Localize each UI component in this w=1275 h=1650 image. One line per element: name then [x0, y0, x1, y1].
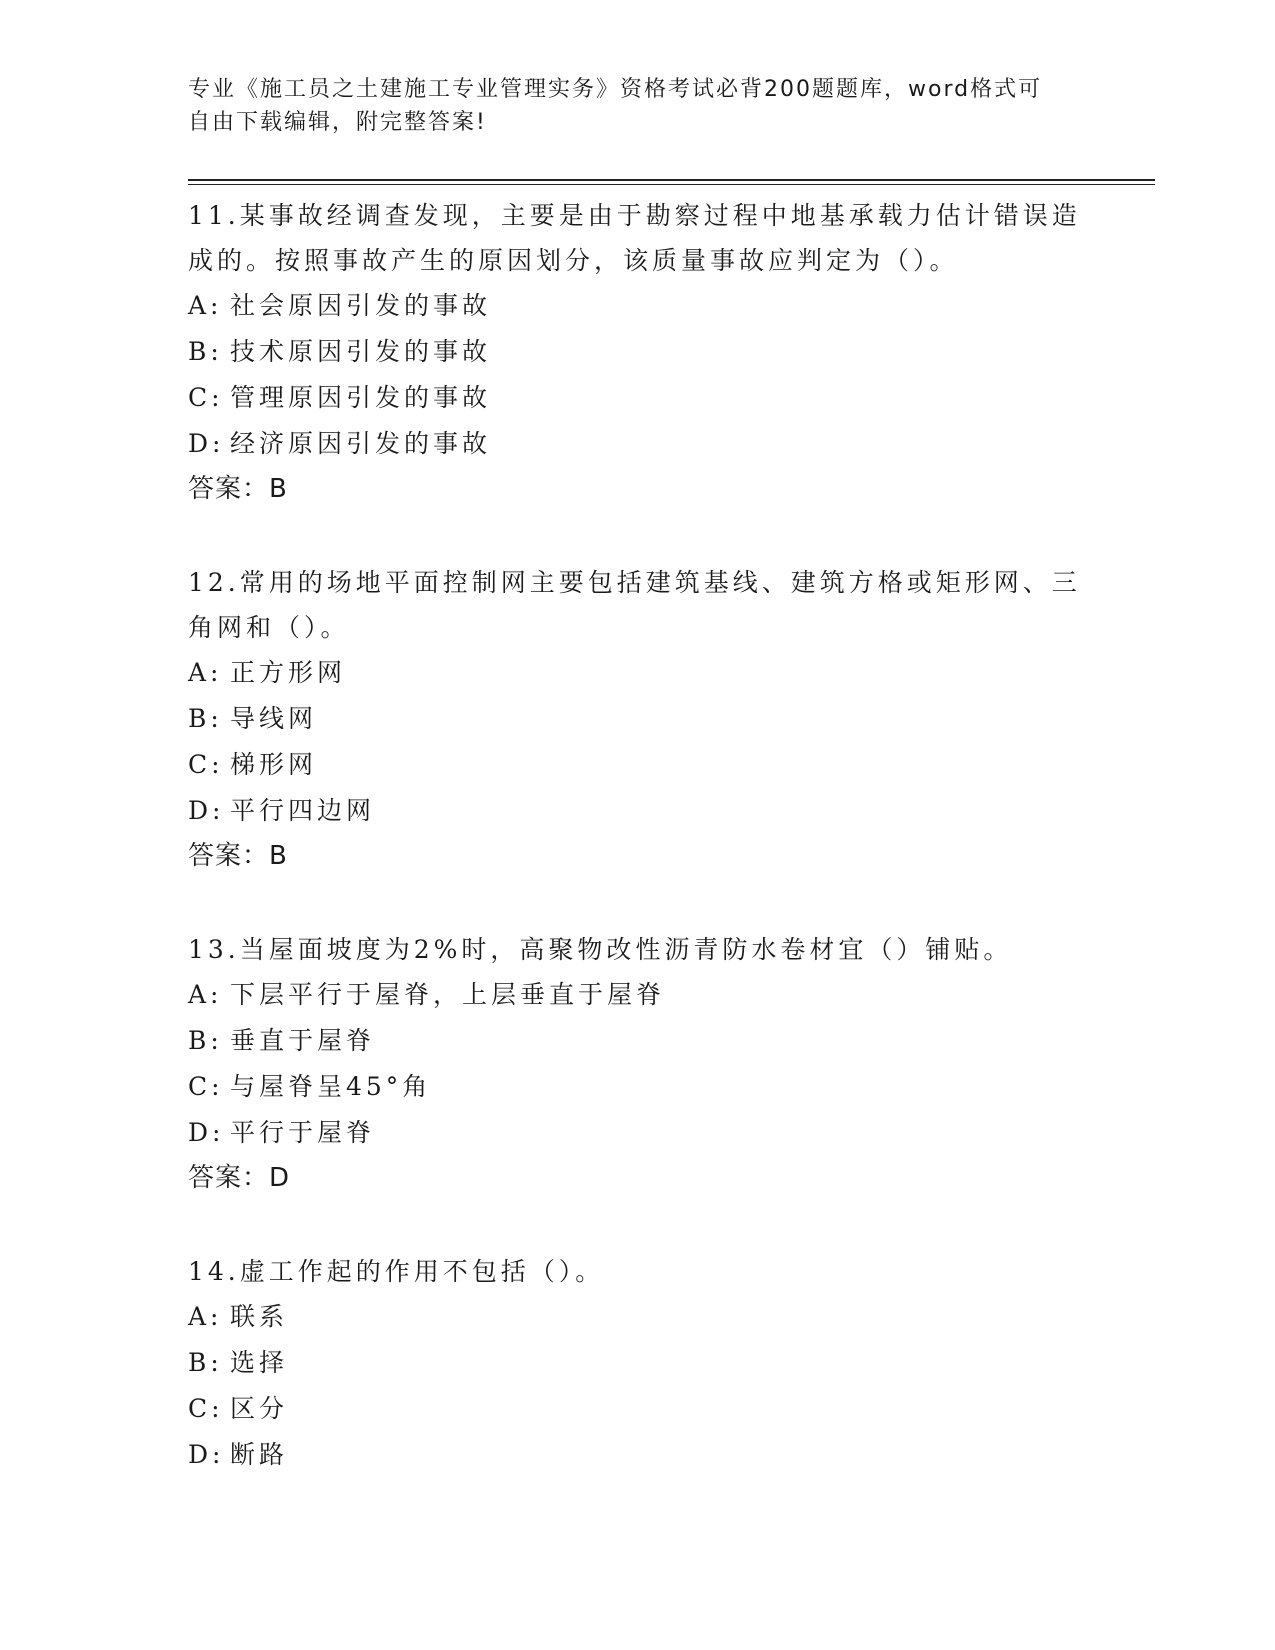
option-a: [188, 650, 1088, 696]
question-14: [188, 1249, 1088, 1478]
option-key: A:: [188, 291, 223, 320]
option-key: B:: [188, 1026, 223, 1055]
option-text: 下层平行于屋脊，上层垂直于屋脊: [230, 980, 666, 1009]
option-text: 选择: [230, 1348, 289, 1377]
option-c: [188, 1064, 1088, 1110]
question-list: [188, 193, 1088, 1526]
answer-line: 答案：D: [188, 1163, 291, 1193]
option-text: 联系: [230, 1302, 289, 1331]
option-text: 导线网: [230, 704, 318, 733]
question-stem: 13.当屋面坡度为2%时，高聚物改性沥青防水卷材宜（）铺贴。: [188, 935, 1013, 964]
question-stem: 11.某事故经调查发现，主要是由于勘察过程中地基承载力估计错误造成的。按照事故产生的原因划分，该质量事故应判定为（）。: [188, 201, 1081, 275]
option-b: [188, 696, 1088, 742]
header-line-2: 自由下载编辑，附完整答案!: [188, 110, 487, 135]
option-key: C:: [188, 1394, 224, 1423]
option-b: [188, 1340, 1088, 1386]
option-key: A:: [188, 658, 223, 687]
option-d: [188, 1110, 1088, 1156]
option-a: [188, 283, 1088, 329]
option-key: C:: [188, 750, 224, 779]
option-text: 断路: [230, 1440, 289, 1469]
option-a: [188, 972, 1088, 1018]
option-text: 经济原因引发的事故: [230, 429, 492, 458]
option-text: 平行四边网: [230, 796, 376, 825]
option-text: 管理原因引发的事故: [230, 383, 492, 412]
option-text: 技术原因引发的事故: [230, 337, 492, 366]
option-key: B:: [188, 337, 223, 366]
option-key: D:: [188, 1118, 225, 1147]
option-b: [188, 1018, 1088, 1064]
option-c: [188, 375, 1088, 421]
option-d: [188, 1432, 1088, 1478]
option-key: C:: [188, 383, 224, 412]
option-d: [188, 788, 1088, 834]
option-text: 垂直于屋脊: [230, 1026, 376, 1055]
question-13: [188, 927, 1088, 1201]
option-key: D:: [188, 796, 225, 825]
option-key: B:: [188, 1348, 223, 1377]
document-header: [188, 73, 1068, 139]
question-stem: 14.虚工作起的作用不包括（）。: [188, 1257, 605, 1286]
option-c: [188, 1386, 1088, 1432]
option-d: [188, 421, 1088, 467]
option-text: 区分: [230, 1394, 289, 1423]
option-b: [188, 329, 1088, 375]
option-key: A:: [188, 980, 223, 1009]
answer-line: 答案：B: [188, 841, 288, 871]
question-12: [188, 560, 1088, 879]
option-key: A:: [188, 1302, 223, 1331]
option-text: 平行于屋脊: [230, 1118, 376, 1147]
option-text: 与屋脊呈45°角: [230, 1072, 432, 1101]
header-divider-thick: [188, 179, 1155, 181]
header-divider-thin: [188, 184, 1155, 185]
question-stem: 12.常用的场地平面控制网主要包括建筑基线、建筑方格或矩形网、三角网和（）。: [188, 568, 1081, 642]
option-a: [188, 1294, 1088, 1340]
option-c: [188, 742, 1088, 788]
option-text: 梯形网: [230, 750, 318, 779]
answer-line: 答案：B: [188, 474, 288, 504]
question-11: [188, 193, 1088, 512]
option-text: 社会原因引发的事故: [230, 291, 492, 320]
option-key: C:: [188, 1072, 224, 1101]
option-text: 正方形网: [230, 658, 347, 687]
option-key: D:: [188, 429, 225, 458]
header-line-1: 专业《施工员之土建施工专业管理实务》资格考试必背200题题库，word格式可: [188, 77, 1043, 102]
option-key: D:: [188, 1440, 225, 1469]
option-key: B:: [188, 704, 223, 733]
